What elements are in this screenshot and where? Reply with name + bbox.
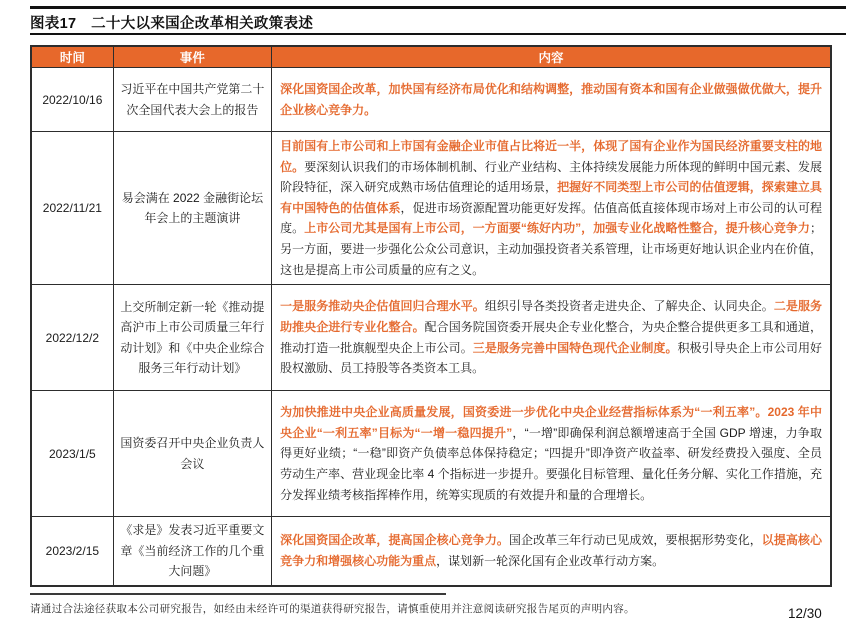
table-header: [31, 46, 831, 68]
header-cell-content: 内容: [272, 46, 831, 68]
content-text: 组织引导各类投资者走进央企、了解央企、认同央企。: [484, 299, 774, 314]
content-highlight-text: 三是服务完善中国特色现代企业制度。: [472, 340, 678, 355]
table-body: [31, 68, 831, 586]
footer-divider: [30, 593, 446, 595]
content-cell: [272, 68, 831, 132]
time-cell: 2022/12/2: [31, 285, 113, 391]
table-row: [31, 285, 831, 391]
content-text: 国企改革三年行动已见成效，要根据形势变化，: [508, 533, 762, 548]
table-row: [31, 132, 831, 285]
content-highlight-text: 一是服务推动央企估值回归合理水平。: [280, 299, 485, 314]
content-highlight-text: 目前国有上市公司和上市国有金融企业市值占比将近一半，体现了国有企业作为国民经济重要支柱的地位。: [280, 139, 822, 174]
content-highlight-text: 把握好不同类型上市公司的估值逻辑，探索建立具有中国特色的估值体系: [280, 180, 822, 215]
content-text: 配合国务院国资委开展央企专业化整合，为央企整合提供更多工具和通道，推动打造一批旗舰型央企上市公司。: [280, 320, 822, 355]
header-cell-event: 事件: [113, 46, 271, 68]
time-cell: 2022/11/21: [31, 132, 113, 285]
content-text: ，“一增”即确保利润总额增速高于全国 GDP 增速，力争取得更好业绩；“一稳”即资产负债率总体保持稳定；“四提升”即净资产收益率、研发经费投入强度、全员劳动生产率、营业现金比率 4 个指标进一步提升。要强化目标管理、量化任务分解、实化工作措施，充分发挥业绩考核指挥棒作用，统筹实现质的有效提升和量的合理增长。: [280, 425, 822, 502]
content-text: ，促进市场资源配置功能更好发挥。估值高低直接体现市场对上市公司的认可程度。: [280, 200, 822, 236]
event-cell: 国资委召开中央企业负责人会议: [113, 391, 271, 517]
policy-table: [30, 45, 832, 587]
footer-disclaimer: 请通过合法途径获取本公司研究报告，如经由未经许可的渠道获得研究报告，请慎重使用并注意阅读研究报告尾页的声明内容。: [30, 603, 635, 615]
event-cell: 习近平在中国共产党第二十次全国代表大会上的报告: [113, 68, 271, 132]
content-cell: [272, 285, 831, 391]
table-row: [31, 68, 831, 132]
time-cell: 2023/2/15: [31, 517, 113, 586]
time-cell: 2022/10/16: [31, 68, 113, 132]
event-cell: 易会满在 2022 金融街论坛年会上的主题演讲: [113, 132, 271, 285]
page-number: 12/30: [788, 606, 822, 620]
content-text: ，谋划新一轮深化国有企业改革行动方案。: [436, 553, 665, 568]
content-text: 积极引导央企上市公司用好股权激励、员工持股等各类资本工具。: [280, 340, 822, 376]
content-text: ；另一方面，要进一步强化公众公司意识，主动加强投资者关系管理，让市场更好地认识企业内在价值，这也是提高上市公司质量的应有之义。: [280, 221, 822, 277]
figure-title: 图表17 二十大以来国企改革相关政策表述: [30, 16, 314, 32]
content-cell: [272, 132, 831, 285]
table-row: [31, 391, 831, 517]
content-text: 要深刻认识我们的市场体制机制、行业产业结构、主体持续发展能力所体现的鲜明中国元素、发展阶段特征，深入研究成熟市场估值理论的适用场景，: [280, 159, 822, 195]
content-highlight-text: 以提高核心竞争力和增强核心功能为重点: [280, 533, 822, 568]
event-cell: 《求是》发表习近平重要文章《当前经济工作的几个重大问题》: [113, 517, 271, 586]
content-highlight-text: 上市公司尤其是国有上市公司，一方面要“练好内功”，加强专业化战略性整合，提升核心竞争力: [304, 221, 810, 236]
event-cell: 上交所制定新一轮《推动提高沪市上市公司质量三年行动计划》和《中央企业综合服务三年行动计划》: [113, 285, 271, 391]
header-row: [31, 46, 831, 68]
content-cell: [272, 517, 831, 586]
content-highlight-text: 二是服务助推央企进行专业化整合。: [280, 299, 822, 335]
content-highlight-text: 为加快推进中央企业高质量发展，国资委进一步优化中央企业经营指标体系为“一利五率”。2023 年中央企业“一利五率”目标为“一增一稳四提升”: [280, 405, 822, 440]
title-divider: [30, 33, 846, 35]
top-divider: [30, 6, 846, 9]
content-highlight-text: 深化国资国企改革，提高国企核心竞争力。: [280, 533, 509, 548]
time-cell: 2023/1/5: [31, 391, 113, 517]
content-highlight-text: 深化国资国企改革，加快国有经济布局优化和结构调整，推动国有资本和国有企业做强做优做大，提升企业核心竞争力。: [280, 81, 822, 117]
table-row: [31, 517, 831, 586]
header-cell-time: 时间: [31, 46, 113, 68]
content-cell: [272, 391, 831, 517]
